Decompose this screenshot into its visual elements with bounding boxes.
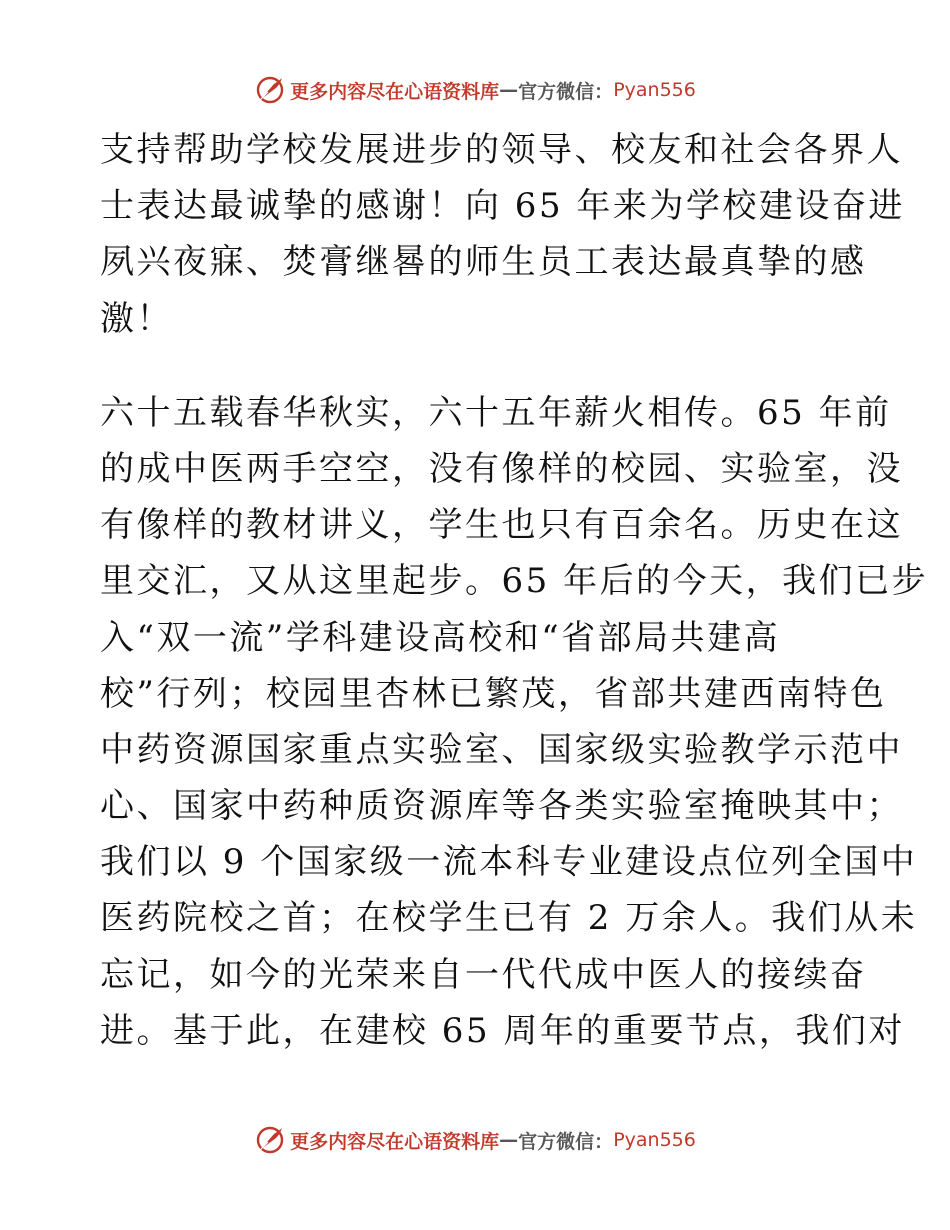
paragraph-1 bbox=[100, 122, 905, 347]
text-line: 我们以 9 个国家级一流本科专业建设点位列全国中 bbox=[100, 842, 918, 883]
text-line: 心、国家中药种质资源库等各类实验室掩映其中； bbox=[100, 786, 903, 827]
quill-pen-icon bbox=[254, 1124, 286, 1156]
text-line: 中药资源国家重点实验室、国家级实验教学示范中 bbox=[100, 729, 903, 770]
text-line: 进。基于此，在建校 65 周年的重要节点，我们对 bbox=[100, 1010, 905, 1051]
document-body bbox=[100, 122, 929, 1059]
footer-wechat-handle: Pyan556 bbox=[613, 1129, 696, 1151]
header-site-name: 更多内容尽在心语资料库 bbox=[290, 80, 500, 103]
header-banner bbox=[0, 70, 950, 110]
text-line: 激！ bbox=[100, 298, 173, 339]
footer-dash: — bbox=[499, 1129, 519, 1151]
text-line: 有像样的教材讲义，学生也只有百余名。历史在这 bbox=[100, 505, 903, 546]
text-line: 忘记，如今的光荣来自一代代成中医人的接续奋 bbox=[100, 954, 867, 995]
footer-wechat-label: 官方微信： bbox=[518, 1130, 614, 1153]
text-line: 夙兴夜寐、焚膏继晷的师生员工表达最真挚的感 bbox=[100, 242, 867, 283]
text-line: 六十五载春华秋实，六十五年薪火相传。65 年前 bbox=[100, 392, 892, 433]
header-wechat-handle: Pyan556 bbox=[613, 79, 696, 101]
text-line: 士表达最诚挚的感谢！向 65 年来为学校建设奋进 bbox=[100, 186, 905, 227]
header-wechat-label: 官方微信： bbox=[518, 80, 614, 103]
paragraph-gap bbox=[100, 347, 860, 385]
quill-pen-icon bbox=[254, 74, 286, 106]
footer-site-name: 更多内容尽在心语资料库 bbox=[290, 1130, 500, 1153]
text-line: 的成中医两手空空，没有像样的校园、实验室，没 bbox=[100, 448, 903, 489]
text-line: 入“双一流”学科建设高校和“省部局共建高 bbox=[100, 617, 781, 658]
text-line: 医药院校之首；在校学生已有 2 万余人。我们从未 bbox=[100, 898, 918, 939]
paragraph-2 bbox=[100, 385, 929, 1059]
text-line: 里交汇，又从这里起步。65 年后的今天，我们已步 bbox=[100, 561, 929, 602]
header-dash: — bbox=[499, 79, 519, 101]
footer-banner bbox=[0, 1120, 950, 1160]
text-line: 支持帮助学校发展进步的领导、校友和社会各界人 bbox=[100, 130, 903, 170]
text-line: 校”行列；校园里杏林已繁茂，省部共建西南特色 bbox=[100, 673, 887, 714]
